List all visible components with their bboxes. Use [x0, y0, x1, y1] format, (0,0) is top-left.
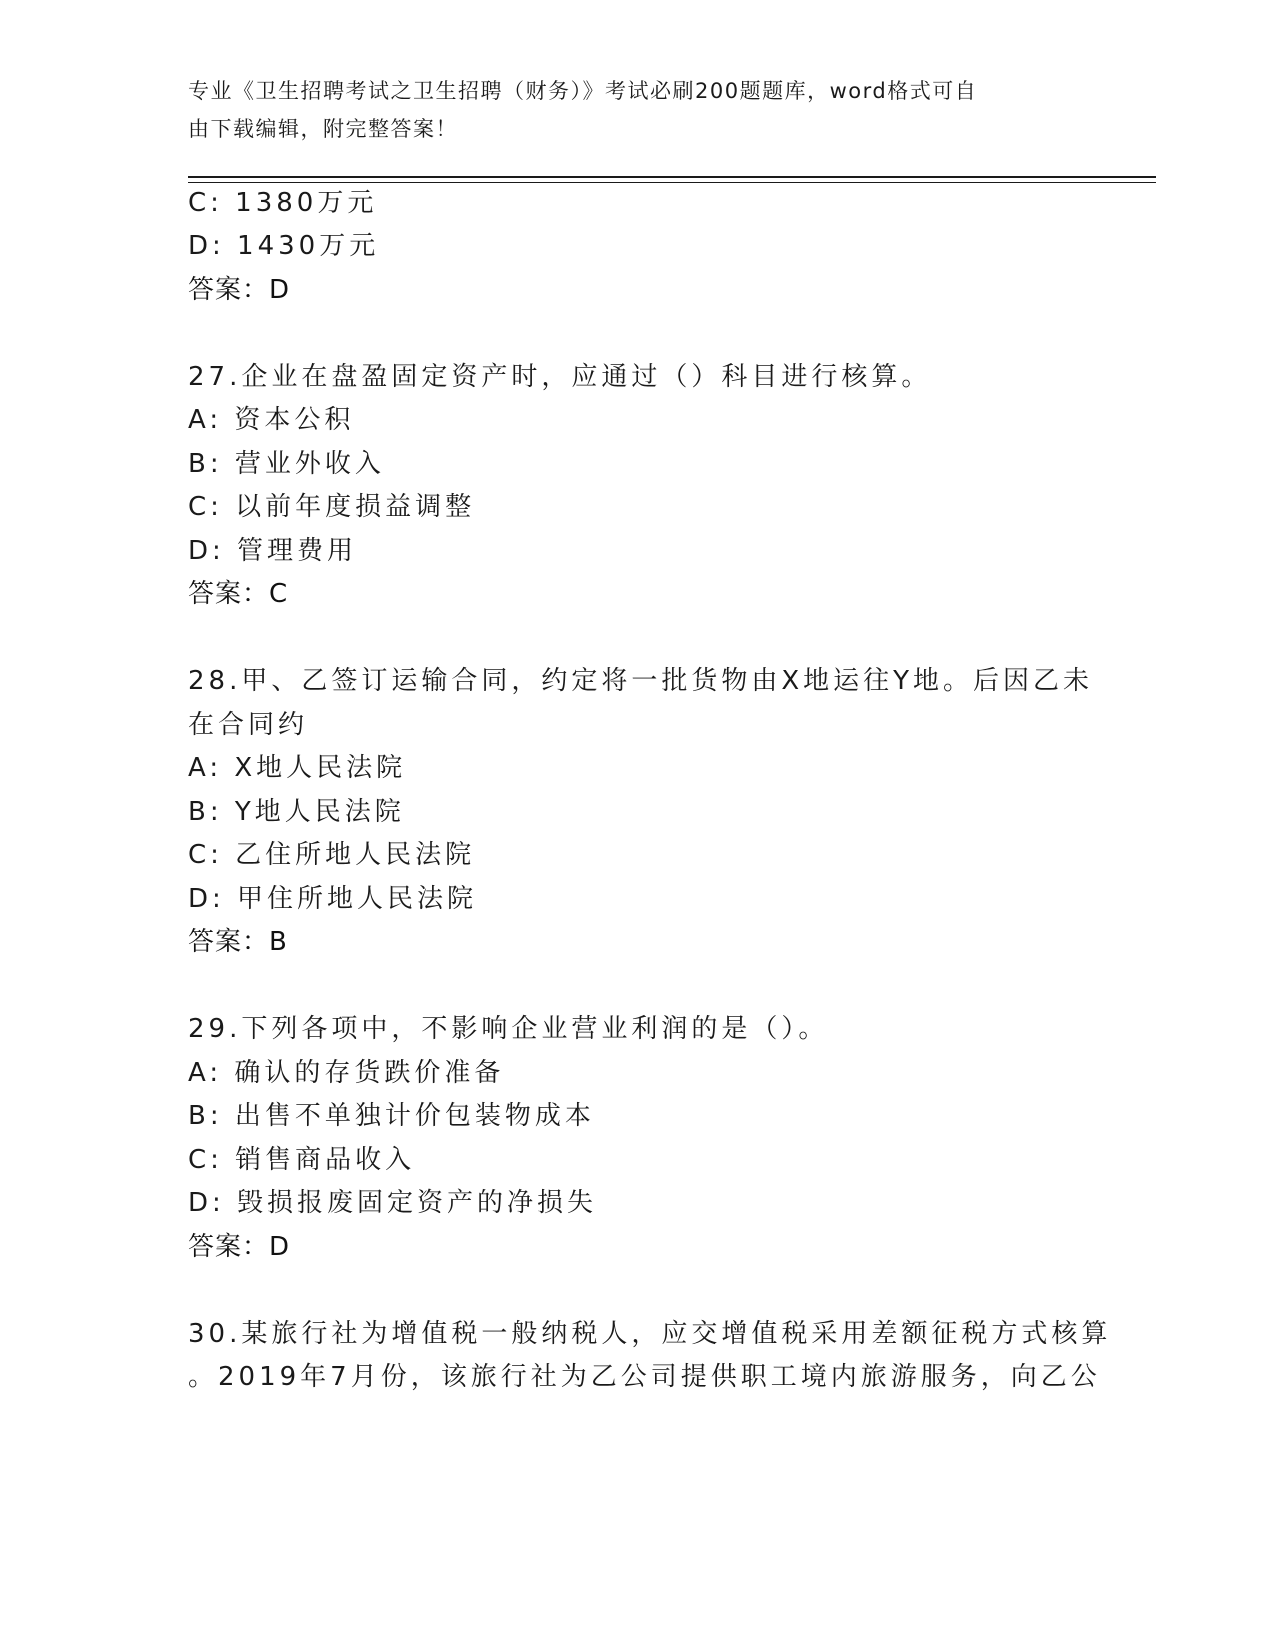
q29-option-d: D: 毁损报废固定资产的净损失	[188, 1188, 598, 1218]
q26-answer: 答案：D	[188, 275, 291, 305]
header-line-1: 专业《卫生招聘考试之卫生招聘（财务）》考试必刷200题题库，word格式可自	[188, 79, 978, 103]
q27-option-b: B: 营业外收入	[188, 449, 385, 479]
q26-option-d: D: 1430万元	[188, 231, 380, 261]
q27-option-d: D: 管理费用	[188, 536, 358, 566]
q30-question-line-2: 。2019年7月份，该旅行社为乙公司提供职工境内旅游服务，向乙公	[188, 1362, 1101, 1392]
header-line-2: 由下载编辑，附完整答案！	[188, 117, 458, 141]
q29-option-c: C: 销售商品收入	[188, 1145, 416, 1175]
q27-option-a: A: 资本公积	[188, 405, 355, 435]
header-divider	[188, 176, 1156, 178]
q28-answer: 答案：B	[188, 927, 288, 957]
q27-option-c: C: 以前年度损益调整	[188, 492, 476, 522]
q29-question: 29.下列各项中，不影响企业营业利润的是（）。	[188, 1014, 829, 1044]
q29-option-b: B: 出售不单独计价包装物成本	[188, 1101, 595, 1131]
q30-question-line-1: 30.某旅行社为增值税一般纳税人，应交增值税采用差额征税方式核算	[188, 1319, 1112, 1349]
q27-answer: 答案：C	[188, 579, 289, 609]
q28-question-line-1: 28.甲、乙签订运输合同，约定将一批货物由X地运往Y地。后因乙未	[188, 666, 1094, 696]
header-divider-thin	[188, 182, 1156, 183]
q29-option-a: A: 确认的存货跌价准备	[188, 1058, 505, 1088]
page-header	[188, 72, 1068, 148]
q28-option-c: C: 乙住所地人民法院	[188, 840, 476, 870]
q28-question-line-2: 在合同约	[188, 710, 309, 740]
q28-option-b: B: Y地人民法院	[188, 797, 405, 827]
q28-option-d: D: 甲住所地人民法院	[188, 884, 478, 914]
q27-question: 27.企业在盘盈固定资产时，应通过（）科目进行核算。	[188, 362, 932, 392]
q26-option-c: C: 1380万元	[188, 188, 378, 218]
q28-option-a: A: X地人民法院	[188, 753, 407, 783]
q29-answer: 答案：D	[188, 1232, 291, 1262]
